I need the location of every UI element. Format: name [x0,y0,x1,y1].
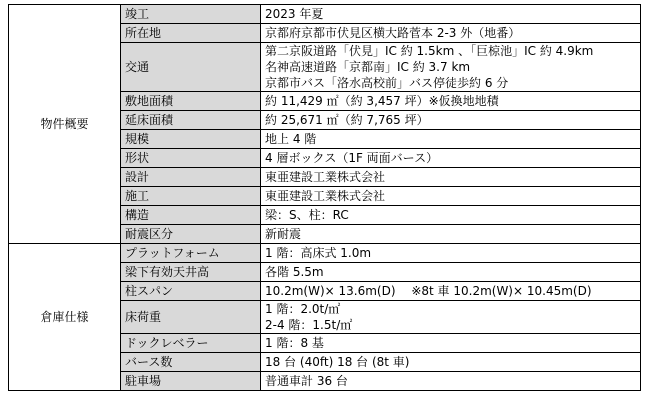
spec-item-value [261,301,641,334]
spec-item-value [261,168,641,187]
spec-item-label: 延床面積 [121,111,261,130]
spec-value-line: 京都府京都市伏見区横大路菅本 2-3 外（地番） [265,26,521,40]
spec-item-label: 駐車場 [121,372,261,391]
spec-item-label: 所在地 [121,24,261,43]
spec-item-value [261,130,641,149]
spec-row [9,244,641,263]
spec-item-value [261,187,641,206]
spec-value-line: 1 階：2.0t/㎡ [265,302,341,316]
spec-value-line: 京都市バス「洛水高校前」バス停徒歩約 6 分 [265,76,509,90]
spec-item-value [261,372,641,391]
spec-item-value [261,43,641,92]
spec-value-line: 約 25,671 ㎡（約 7,765 坪） [265,113,429,127]
spec-value-line: 梁：S、柱：RC [265,208,349,222]
spec-item-label: 施工 [121,187,261,206]
spec-item-value [261,24,641,43]
spec-item-value [261,263,641,282]
spec-item-label: ドックレベラー [121,334,261,353]
spec-item-label: 形状 [121,149,261,168]
spec-item-label: バース数 [121,353,261,372]
spec-item-value [261,206,641,225]
spec-item-label: 構造 [121,206,261,225]
spec-value-line: 名神高速道路「京都南」IC 約 3.7 km [265,60,471,74]
spec-value-line: 2-4 階：1.5t/㎡ [265,318,353,332]
spec-item-label: プラットフォーム [121,244,261,263]
spec-item-label: 梁下有効天井高 [121,263,261,282]
spec-item-value [261,149,641,168]
spec-value-line: 18 台 (40ft) 18 台 (8t 車) [265,355,410,369]
spec-value-line: 普通車計 36 台 [265,374,348,388]
spec-item-value [261,282,641,301]
spec-table-body [9,5,641,391]
spec-item-label: 設計 [121,168,261,187]
spec-item-value [261,92,641,111]
spec-item-label: 耐震区分 [121,225,261,244]
spec-row [9,5,641,24]
spec-item-label: 竣工 [121,5,261,24]
spec-item-label: 床荷重 [121,301,261,334]
spec-value-line: 地上 4 階 [265,132,317,146]
spec-value-line: 約 11,429 ㎡（約 3,457 坪）※仮換地地積 [265,94,499,108]
section-label: 倉庫仕様 [9,244,121,391]
spec-item-value [261,244,641,263]
section-label: 物件概要 [9,5,121,244]
spec-value-line: 1 階：高床式 1.0m [265,246,372,260]
spec-value-line: 東亜建設工業株式会社 [265,189,386,203]
spec-item-label: 交通 [121,43,261,92]
spec-item-label: 柱スパン [121,282,261,301]
property-spec-table [8,4,641,391]
spec-value-line: 東亜建設工業株式会社 [265,170,386,184]
spec-item-value [261,334,641,353]
spec-item-value [261,225,641,244]
spec-value-line: 2023 年夏 [265,7,324,21]
spec-value-line: 1 階：8 基 [265,336,324,350]
spec-value-line: 第二京阪道路「伏見」IC 約 1.5km 、「巨椋池」IC 約 4.9km [265,44,594,58]
spec-value-line: 10.2m(W)× 13.6m(D) ※8t 車 10.2m(W)× 10.45m(D) [265,284,592,298]
spec-item-label: 敷地面積 [121,92,261,111]
spec-item-value [261,353,641,372]
spec-value-line: 4 層ボックス（1F 両面バース） [265,151,439,165]
spec-item-label: 規模 [121,130,261,149]
spec-value-line: 新耐震 [265,227,302,241]
spec-item-value [261,5,641,24]
spec-value-line: 各階 5.5m [265,265,324,279]
spec-item-value [261,111,641,130]
